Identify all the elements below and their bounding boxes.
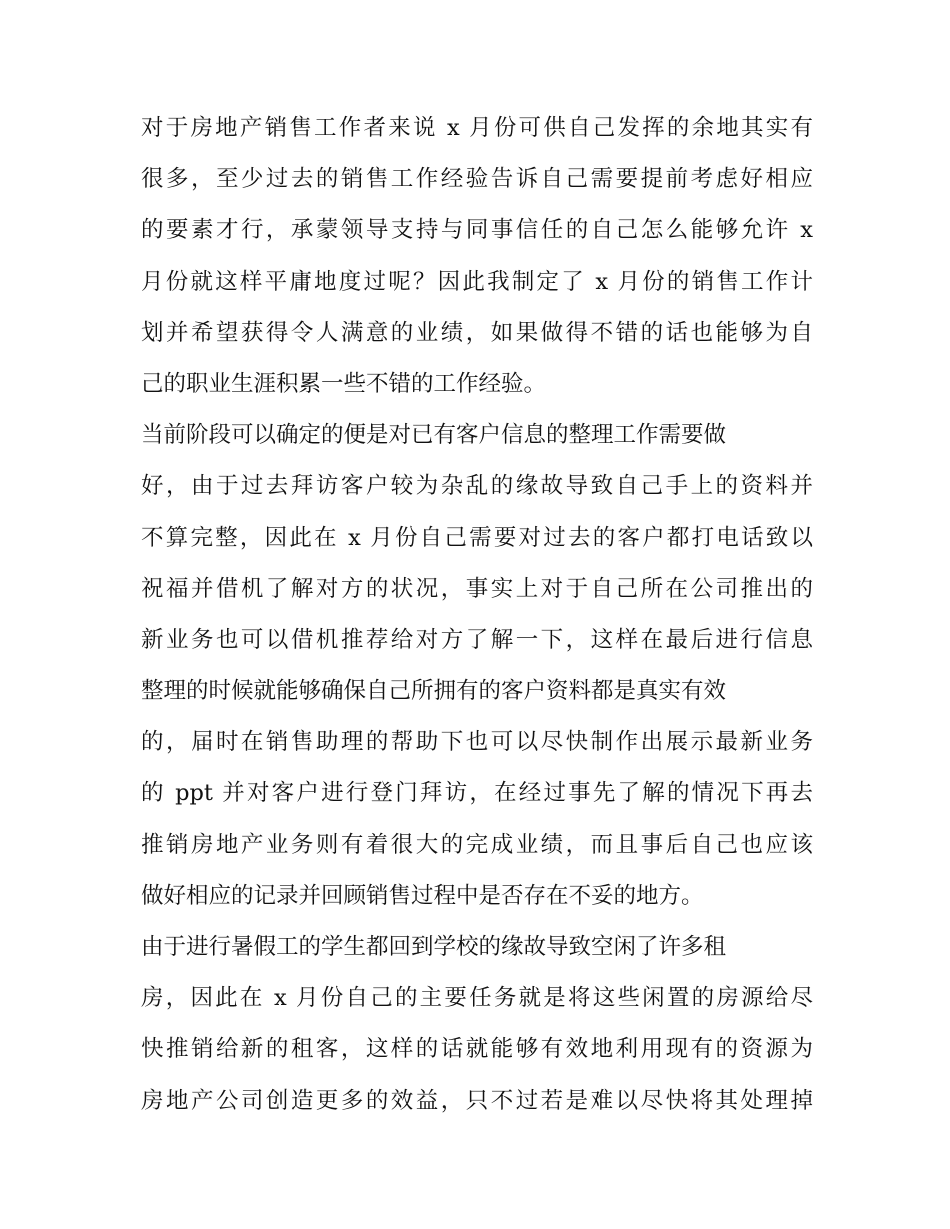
text-line: 做好相应的记录并回顾销售过程中是否存在不妥的地方。 — [141, 882, 704, 909]
text-line: 很多，至少过去的销售工作经验告诉自己需要提前考虑好相应 — [141, 166, 813, 193]
text-line: 快推销给新的租客，这样的话就能够有效地利用现有的资源为 — [141, 1036, 813, 1063]
paragraph — [141, 103, 813, 410]
text-line: 对于房地产销售工作者来说 x 月份可供自己发挥的余地其实有 — [141, 115, 813, 141]
document-body — [141, 103, 813, 1127]
text-line: 整理的时候就能够确保自己所拥有的客户资料都是真实有效 — [141, 678, 727, 705]
text-line: 不算完整，因此在 x 月份自己需要对过去的客户都打电话致以 — [141, 524, 813, 551]
text-line: 划并希望获得令人满意的业绩，如果做得不错的话也能够为自 — [141, 319, 813, 346]
text-line: 己的职业生涯积累一些不错的工作经验。 — [141, 370, 547, 397]
paragraph — [141, 410, 813, 922]
paragraph — [141, 922, 813, 1127]
text-line: 的 ppt 并对客户进行登门拜访，在经过事先了解的情况下再去 — [141, 780, 813, 807]
text-line: 推销房地产业务则有着很大的完成业绩，而且事后自己也应该 — [141, 831, 813, 858]
text-line: 的要素才行，承蒙领导支持与同事信任的自己怎么能够允许 x — [141, 217, 813, 244]
text-line: 房，因此在 x 月份自己的主要任务就是将这些闲置的房源给尽 — [141, 985, 813, 1012]
text-line: 新业务也可以借机推荐给对方了解一下，这样在最后进行信息 — [141, 626, 813, 653]
text-line: 由于进行暑假工的学生都回到学校的缘故导致空闲了许多租 — [141, 934, 727, 960]
text-line: 房地产公司创造更多的效益，只不过若是难以尽快将其处理掉 — [141, 1087, 813, 1114]
text-line: 当前阶段可以确定的便是对已有客户信息的整理工作需要做 — [141, 422, 727, 449]
text-line: 的，届时在销售助理的帮助下也可以尽快制作出展示最新业务 — [141, 729, 813, 756]
text-line: 好，由于过去拜访客户较为杂乱的缘故导致自己手上的资料并 — [141, 473, 813, 500]
text-line: 祝福并借机了解对方的状况，事实上对于自己所在公司推出的 — [141, 575, 813, 602]
text-line: 月份就这样平庸地度过呢？因此我制定了 x 月份的销售工作计 — [141, 268, 813, 295]
